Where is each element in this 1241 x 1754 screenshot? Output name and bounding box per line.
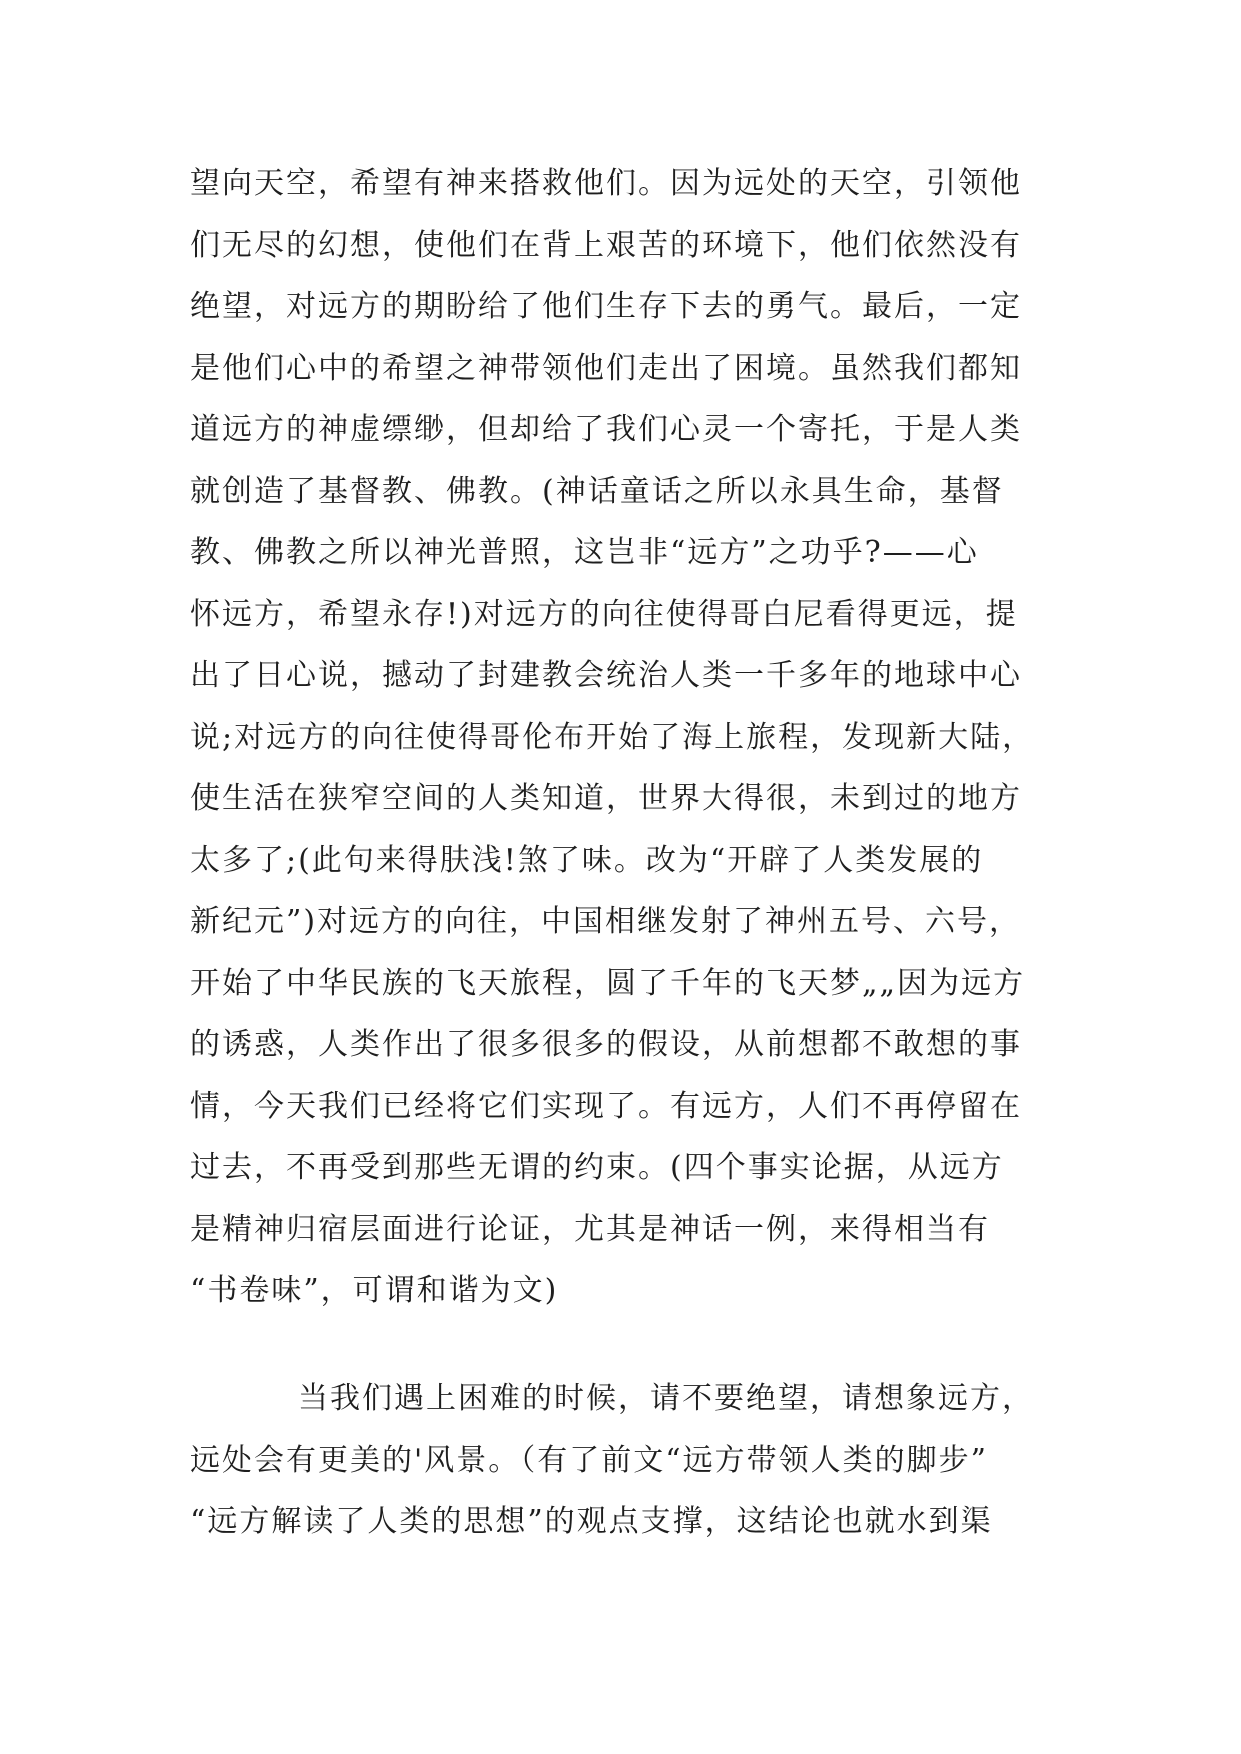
- text-line: 说;对远方的向往使得哥伦布开始了海上旅程，发现新大陆，: [190, 719, 1035, 755]
- body-paragraph-1: [190, 153, 1090, 1322]
- text-line: 太多了;(此句来得肤浅!煞了味。改为“开辟了人类发展的: [190, 842, 984, 878]
- text-line: 是精神归宿层面进行论证，尤其是神话一例，来得相当有: [190, 1211, 990, 1247]
- text-line: 使生活在狭窄空间的人类知道，世界大得很，未到过的地方: [190, 781, 1022, 816]
- text-line: 就创造了基督教、佛教。(神话童话之所以永具生命，基督: [190, 473, 1004, 509]
- text-line: 当我们遇上困难的时候，请不要绝望，请想象远方，: [298, 1381, 1034, 1416]
- body-paragraph-2: [190, 1368, 1090, 1553]
- text-line: “远方解读了人类的思想”的观点支撑，这结论也就水到渠: [190, 1504, 993, 1539]
- text-line: 过去，不再受到那些无谓的约束。(四个事实论据，从远方: [190, 1150, 1004, 1185]
- text-line: 们无尽的幻想，使他们在背上艰苦的环境下，他们依然没有: [190, 227, 1022, 263]
- text-line: 新纪元”)对远方的向往，中国相继发射了神州五号、六号，: [190, 904, 1022, 939]
- text-line: 开始了中华民族的飞天旅程，圆了千年的飞天梦„„因为远方: [190, 965, 1026, 1001]
- text-line: 望向天空，希望有神来搭救他们。因为远处的天空，引领他: [190, 166, 1022, 201]
- text-line: 教、佛教之所以神光普照，这岂非“远方”之功乎?——心: [190, 535, 979, 570]
- text-line: 的诱惑，人类作出了很多很多的假设，从前想都不敢想的事: [190, 1027, 1022, 1062]
- text-line: 情，今天我们已经将它们实现了。有远方，人们不再停留在: [190, 1088, 1022, 1124]
- text-line: 远处会有更美的'风景。（有了前文“远方带领人类的脚步”: [190, 1442, 988, 1478]
- text-line: 出了日心说，撼动了封建教会统治人类一千多年的地球中心: [190, 658, 1022, 693]
- text-line: “书卷味”，可谓和谐为文): [190, 1273, 559, 1308]
- text-line: 绝望，对远方的期盼给了他们生存下去的勇气。最后，一定: [190, 289, 1022, 324]
- text-line: 是他们心中的希望之神带领他们走出了困境。虽然我们都知: [190, 350, 1022, 386]
- text-line: 怀远方，希望永存!)对远方的向往使得哥白尼看得更远，提: [190, 596, 1018, 632]
- text-line: 道远方的神虚缥缈，但却给了我们心灵一个寄托，于是人类: [190, 412, 1022, 447]
